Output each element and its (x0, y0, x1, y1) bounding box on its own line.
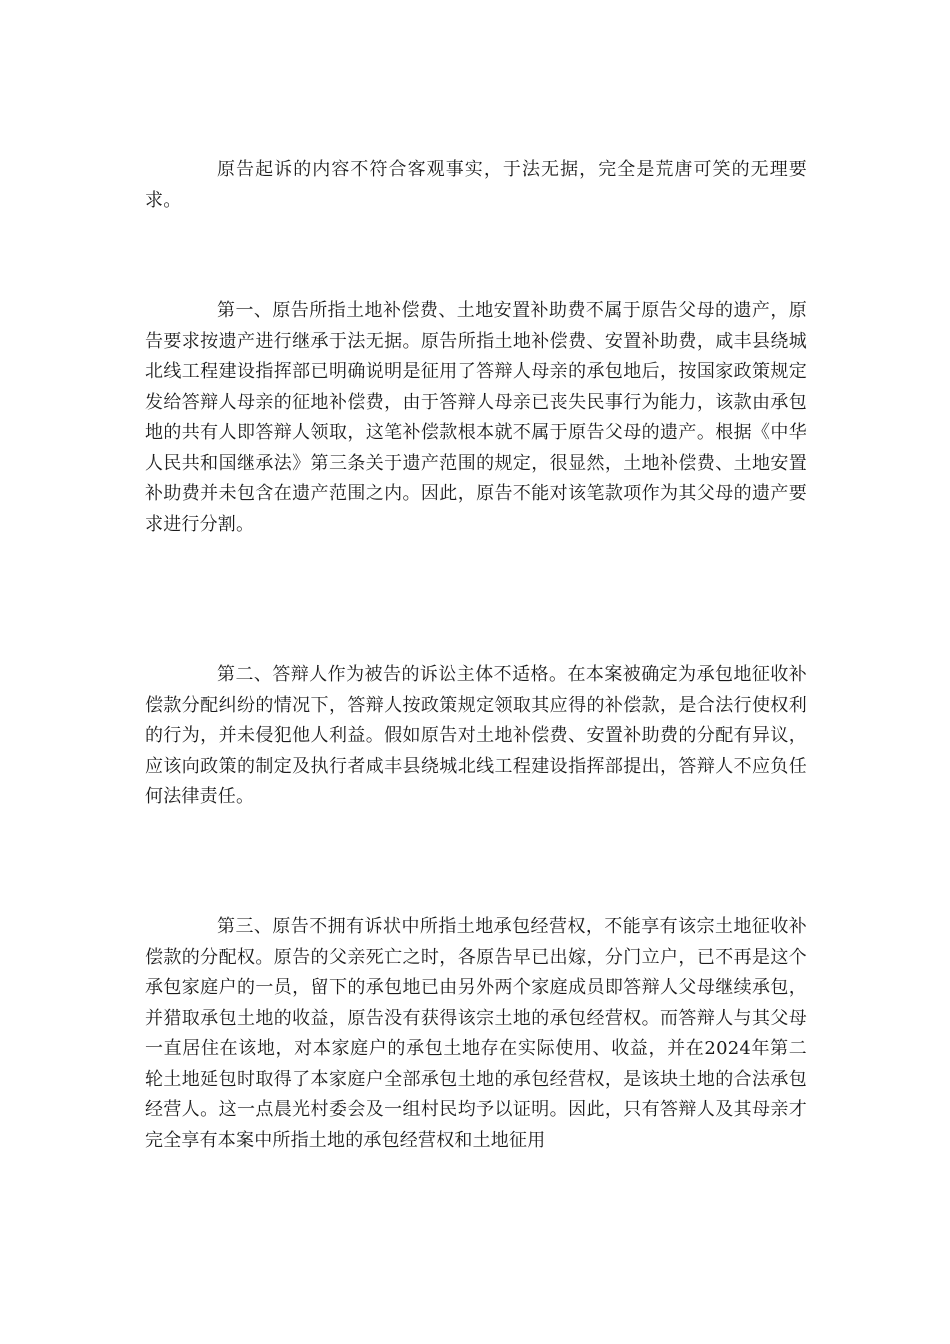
paragraph-text: 第二、答辩人作为被告的诉讼主体不适格。在本案被确定为承包地征收补偿款分配纠纷的情况下，答辩人按政策规定领取其应得的补偿款，是合法行使权利的行为，并未侵犯他人利益。假如原告对土地补偿费、安置补助费的分配有异议，应该向政策的制定及执行者咸丰县绕城北线工程建设指挥部提出，答辩人不应负任何法律责任。 (145, 664, 807, 807)
paragraph-text: 第三、原告不拥有诉状中所指土地承包经营权，不能享有该宗土地征收补偿款的分配权。原告的父亲死亡之时，各原告早已出嫁，分门立户，已不再是这个承包家庭户的一员，留下的承包地已由另外两个家庭成员即答辩人父母继续承包，并猎取承包土地的收益，原告没有获得该宗土地的承包经营权。而答辩人与其父母一直居住在该地，对本家庭户的承包土地存在实际使用、收益，并在2024年第二轮土地延包时取得了本家庭户全部承包土地的承包经营权，是该块土地的合法承包经营人。这一点晨光村委会及一组村民均予以证明。因此，只有答辩人及其母亲才完全享有本案中所指土地的承包经营权和土地征用 (145, 916, 807, 1151)
paragraph-point-two (145, 660, 807, 813)
paragraph-intro (145, 155, 807, 216)
paragraph-text: 第一、原告所指土地补偿费、土地安置补助费不属于原告父母的遗产，原告要求按遗产进行继承于法无据。原告所指土地补偿费、安置补助费，咸丰县绕城北线工程建设指挥部已明确说明是征用了答辩人母亲的承包地后，按国家政策规定发给答辩人母亲的征地补偿费，由于答辩人母亲已丧失民事行为能力，该款由承包地的共有人即答辩人领取，这笔补偿款根本就不属于原告父母的遗产。根据《中华人民共和国继承法》第三条关于遗产范围的规定，很显然，土地补偿费、土地安置补助费并未包含在遗产范围之内。因此，原告不能对该笔款项作为其父母的遗产要求进行分割。 (145, 300, 807, 535)
paragraph-point-one (145, 296, 807, 540)
paragraph-point-three (145, 912, 807, 1156)
paragraph-text: 原告起诉的内容不符合客观事实，于法无据，完全是荒唐可笑的无理要求。 (145, 159, 807, 211)
